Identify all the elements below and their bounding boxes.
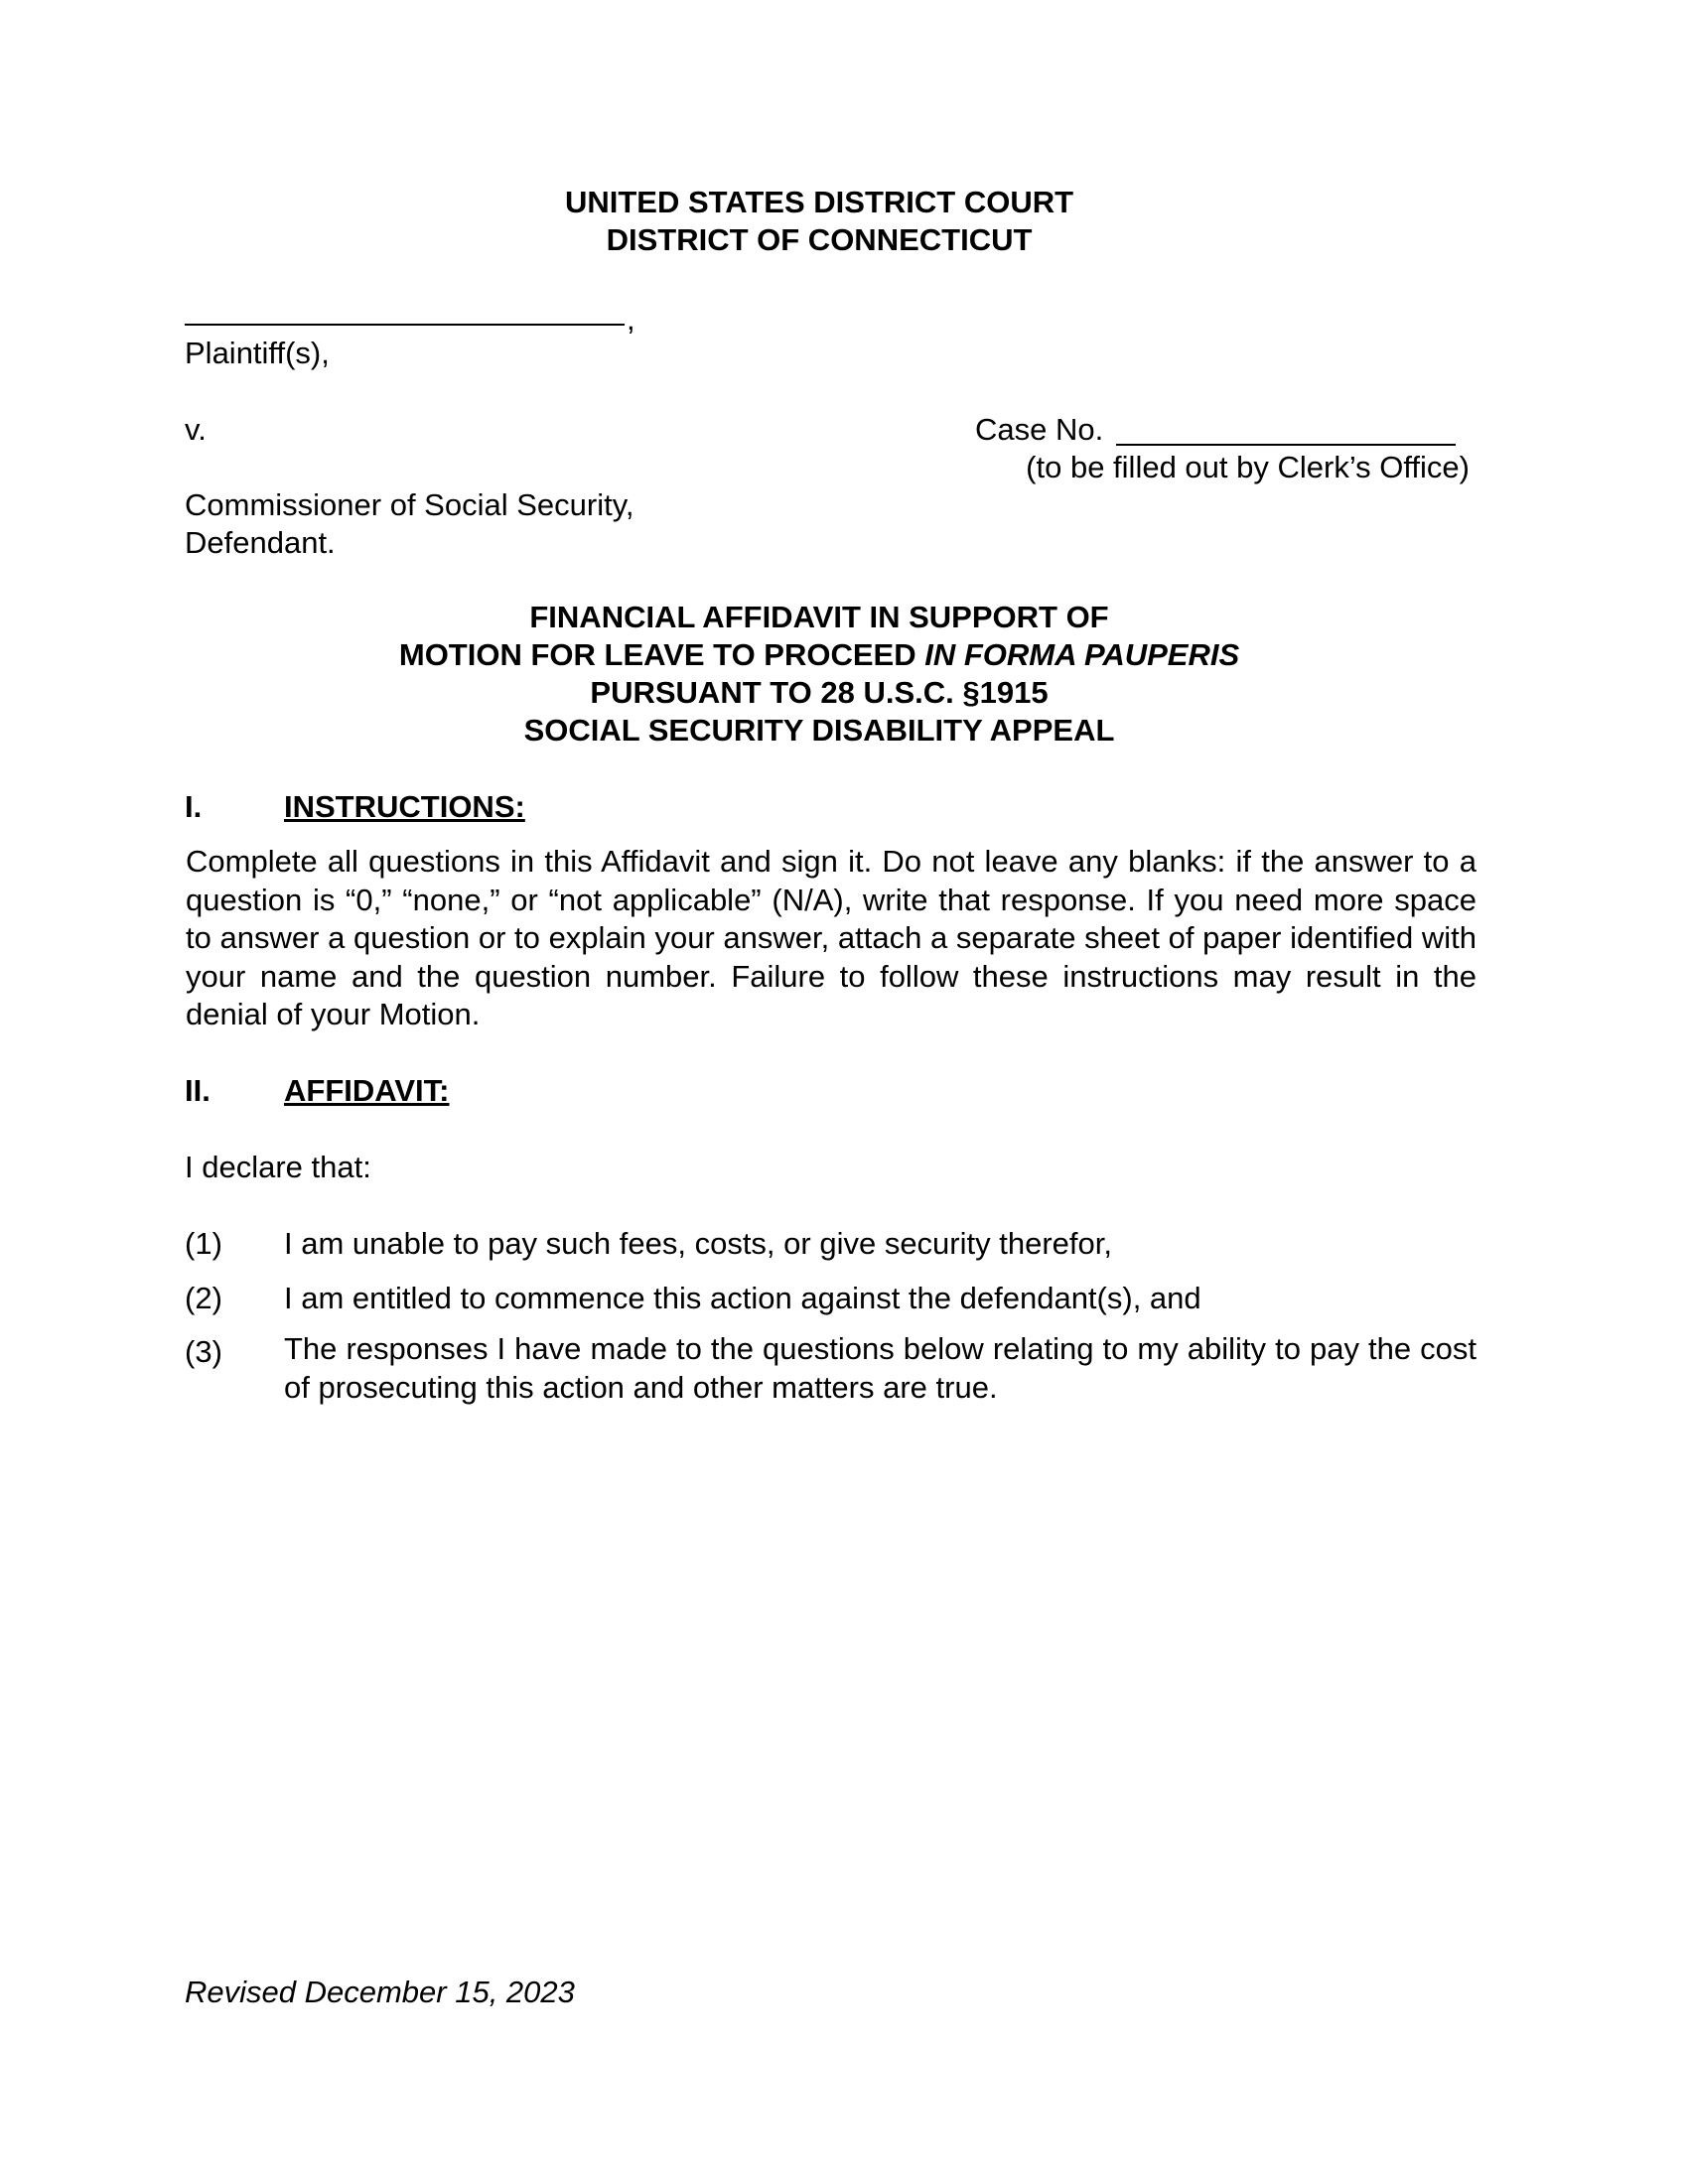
case-number-label: Case No. bbox=[975, 412, 1104, 447]
title-line-1: FINANCIAL AFFIDAVIT IN SUPPORT OF bbox=[529, 600, 1109, 634]
title-line-2-prefix: MOTION FOR LEAVE TO PROCEED bbox=[398, 637, 916, 672]
title-line-3: PURSUANT TO 28 U.S.C. §1915 bbox=[590, 675, 1049, 710]
declaration-item-number: (3) bbox=[185, 1334, 222, 1369]
title-line-4: SOCIAL SECURITY DISABILITY APPEAL bbox=[523, 713, 1115, 748]
declaration-item-text: The responses I have made to the questions below relating to my ability to pay the cost of prosecuting this action and other matters are true. bbox=[284, 1331, 1477, 1405]
plaintiff-label: Plaintiff(s), bbox=[185, 336, 330, 370]
district-name: DISTRICT OF CONNECTICUT bbox=[606, 222, 1033, 257]
title-line-2 bbox=[0, 637, 1638, 673]
versus-label: v. bbox=[185, 412, 207, 447]
declaration-item-number: (2) bbox=[185, 1281, 222, 1315]
case-number-note: (to be filled out by Clerk’s Office) bbox=[1026, 450, 1470, 484]
revision-date: Revised December 15, 2023 bbox=[185, 1975, 575, 2009]
title-line-2-italic: IN FORMA PAUPERIS bbox=[924, 637, 1240, 672]
case-number-blank[interactable] bbox=[1116, 444, 1456, 446]
defendant-name: Commissioner of Social Security, bbox=[185, 487, 634, 522]
declaration-item-text: I am unable to pay such fees, costs, or give security therefor, bbox=[284, 1226, 1112, 1261]
plaintiff-comma: , bbox=[627, 302, 635, 337]
affidavit-heading: AFFIDAVIT: bbox=[284, 1073, 450, 1108]
instructions-section-number: I. bbox=[185, 789, 203, 824]
court-name: UNITED STATES DISTRICT COURT bbox=[564, 185, 1074, 219]
affidavit-intro: I declare that: bbox=[185, 1150, 371, 1184]
declaration-item-text: I am entitled to commence this action against the defendant(s), and bbox=[284, 1281, 1201, 1315]
instructions-heading: INSTRUCTIONS: bbox=[284, 789, 525, 824]
plaintiff-name-blank[interactable] bbox=[185, 324, 625, 326]
defendant-label: Defendant. bbox=[185, 525, 336, 560]
affidavit-section-number: II. bbox=[185, 1073, 211, 1108]
declaration-item-number: (1) bbox=[185, 1226, 222, 1261]
instructions-body: Complete all questions in this Affidavit and sign it. Do not leave any blanks: if the answer to a question is “0,” “none,” or “not applicable” (N/A), write that response. If you need more space to answer a question or to explain your answer, attach a separate sheet of paper identified with your name and the question number. Failure to follow these instructions may result in the denial of your Motion. bbox=[186, 844, 1477, 1031]
